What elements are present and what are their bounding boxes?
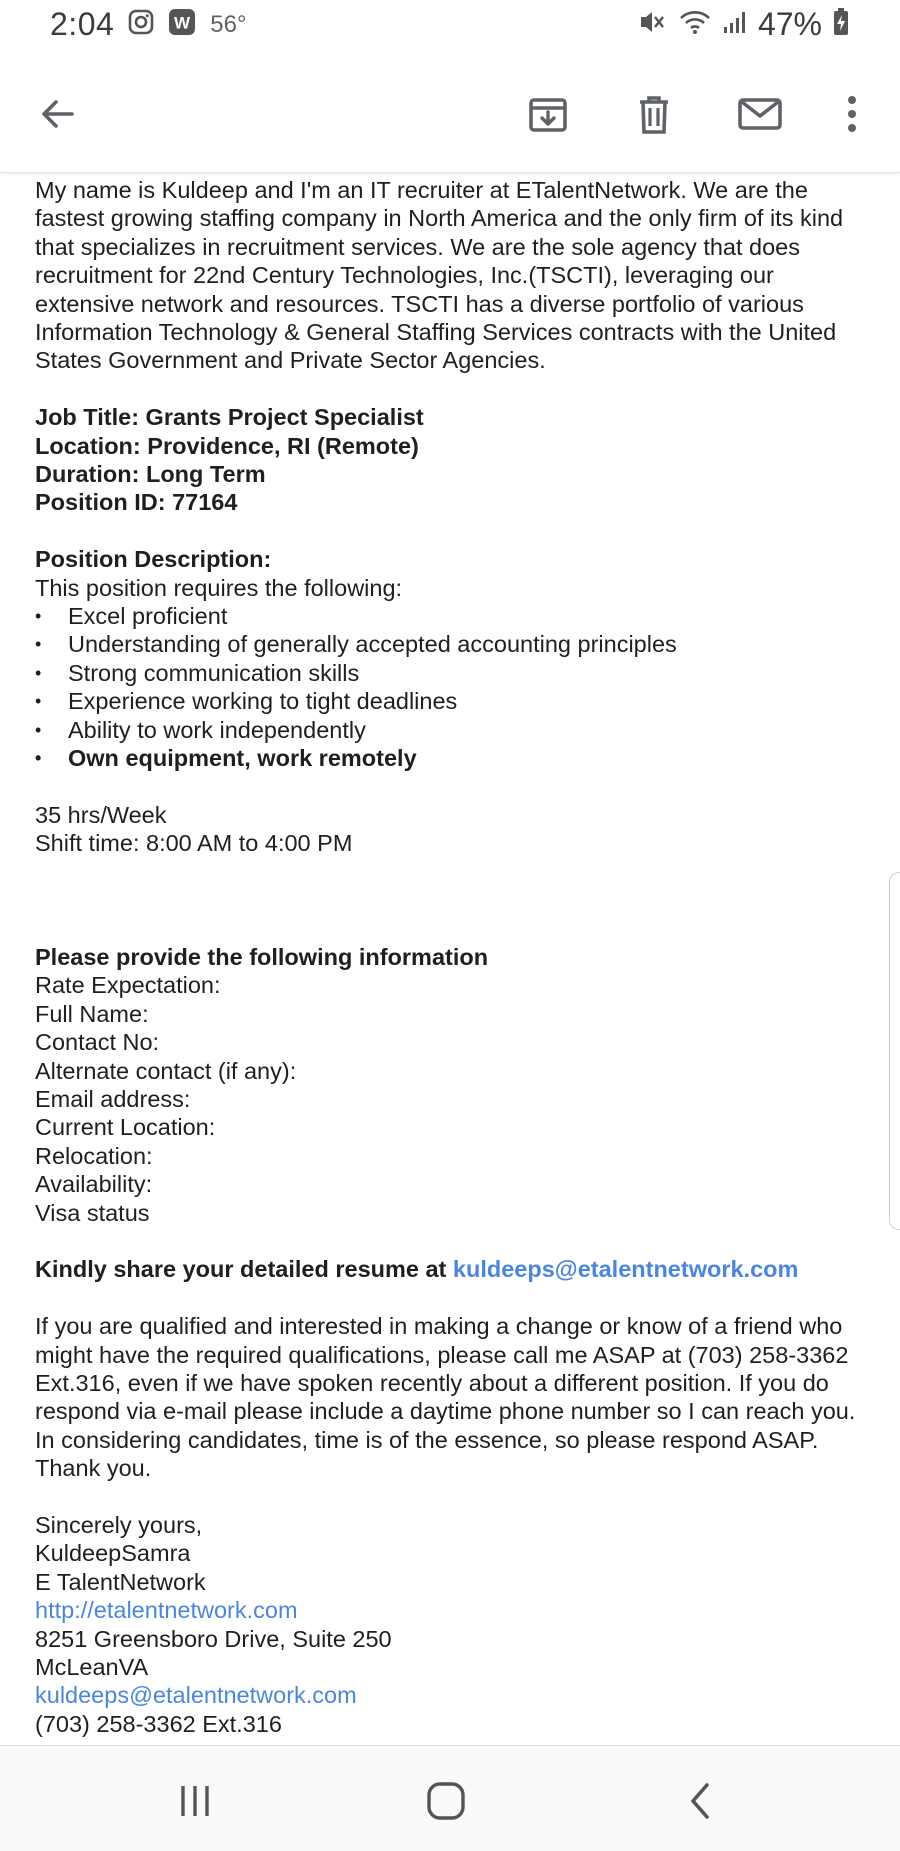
signal-icon xyxy=(722,9,748,40)
signature-company: E TalentNetwork xyxy=(35,1568,206,1595)
wifi-icon xyxy=(678,8,712,41)
battery-icon xyxy=(832,7,850,42)
job-title: Job Title: Grants Project Specialist xyxy=(35,404,424,431)
list-item: • Strong communication skills xyxy=(35,659,875,687)
mark-unread-icon[interactable] xyxy=(732,86,788,142)
info-field: Current Location: xyxy=(35,1114,216,1141)
archive-icon[interactable] xyxy=(520,86,576,142)
back-arrow-icon[interactable] xyxy=(30,86,86,142)
delete-icon[interactable] xyxy=(626,86,682,142)
address-line-2: McLeanVA xyxy=(35,1653,149,1680)
resume-request xyxy=(35,1255,875,1283)
home-icon[interactable] xyxy=(416,1776,476,1826)
job-location: Location: Providence, RI (Remote) xyxy=(35,432,419,459)
intro-paragraph: My name is Kuldeep and I'm an IT recruiter at ETalentNetwork. We are the fastest growing staffing company in North America and the only firm of its kind that specializes in recruitment services. We are the sole agency that does recruitment for 22nd Century Technologies, Inc.(TSCTI), leveraging our extensive network and resources. TSCTI has a diverse portfolio of various Information Technology & General Staffing Services contracts with the United States Government and Private Sector Agencies. xyxy=(35,177,844,374)
recent-apps-icon[interactable] xyxy=(165,1776,225,1826)
more-options-icon[interactable] xyxy=(824,86,880,142)
scrollbar-handle[interactable] xyxy=(889,872,900,1230)
info-field: Rate Expectation: xyxy=(35,972,221,999)
info-field: Full Name: xyxy=(35,1000,149,1027)
list-item: • Ability to work independently xyxy=(35,716,875,744)
list-item: • Experience working to tight deadlines xyxy=(35,687,875,715)
instagram-icon xyxy=(128,9,154,40)
website-link[interactable]: http://etalentnetwork.com xyxy=(35,1597,298,1624)
status-bar-left xyxy=(50,6,247,43)
status-temperature: 56° xyxy=(210,10,247,38)
resume-email-link[interactable]: kuldeeps@etalentnetwork.com xyxy=(452,1256,799,1283)
status-time: 2:04 xyxy=(50,6,115,42)
address-line-1: 8251 Greensboro Drive, Suite 250 xyxy=(35,1625,392,1652)
shift-time: Shift time: 8:00 AM to 4:00 PM xyxy=(35,830,353,857)
resume-request-text: Kindly share your detailed resume at xyxy=(35,1256,453,1283)
closing-paragraph: If you are qualified and interested in making a change or know of a friend who might have the required qualifications, please call me ASAP at (703) 258-3362 Ext.316, even if we have spoken recently about a different position. If you do respond via e-mail please include a daytime phone number so I can reach you. In considering candidates, time is of the essence, so please respond ASAP. Thank you. xyxy=(35,1313,856,1482)
status-bar xyxy=(0,0,900,56)
list-item: • Own equipment, work remotely xyxy=(35,744,875,772)
signature-name: KuldeepSamra xyxy=(35,1540,191,1567)
list-item: • Excel proficient xyxy=(35,602,875,630)
info-field: Alternate contact (if any): xyxy=(35,1057,297,1084)
signature-phone: (703) 258-3362 Ext.316 xyxy=(35,1710,282,1737)
position-description-heading: Position Description: xyxy=(35,546,272,573)
job-duration: Duration: Long Term xyxy=(35,461,266,488)
info-field: Availability: xyxy=(35,1171,153,1198)
email-toolbar xyxy=(0,56,900,173)
mute-icon xyxy=(638,8,668,41)
info-heading: Please provide the following information xyxy=(35,943,489,970)
back-icon[interactable] xyxy=(670,1776,730,1826)
navigation-bar xyxy=(0,1745,900,1851)
signature-email-link[interactable]: kuldeeps@etalentnetwork.com xyxy=(35,1682,357,1709)
info-field: Relocation: xyxy=(35,1142,153,1169)
battery-percentage: 47% xyxy=(757,6,822,42)
info-field: Visa status xyxy=(35,1199,150,1226)
email-body xyxy=(35,176,875,1738)
svg-text:W: W xyxy=(174,13,191,33)
info-field: Email address: xyxy=(35,1085,191,1112)
requirements-intro: This position requires the following: xyxy=(35,574,403,601)
w-app-icon xyxy=(168,8,196,41)
position-id: Position ID: 77164 xyxy=(35,489,238,516)
list-item: • Understanding of generally accepted accounting principles xyxy=(35,630,875,658)
sign-off: Sincerely yours, xyxy=(35,1511,203,1538)
status-bar-right xyxy=(638,6,850,43)
info-field: Contact No: xyxy=(35,1029,160,1056)
requirements-list xyxy=(35,602,875,772)
hours-per-week: 35 hrs/Week xyxy=(35,801,167,828)
